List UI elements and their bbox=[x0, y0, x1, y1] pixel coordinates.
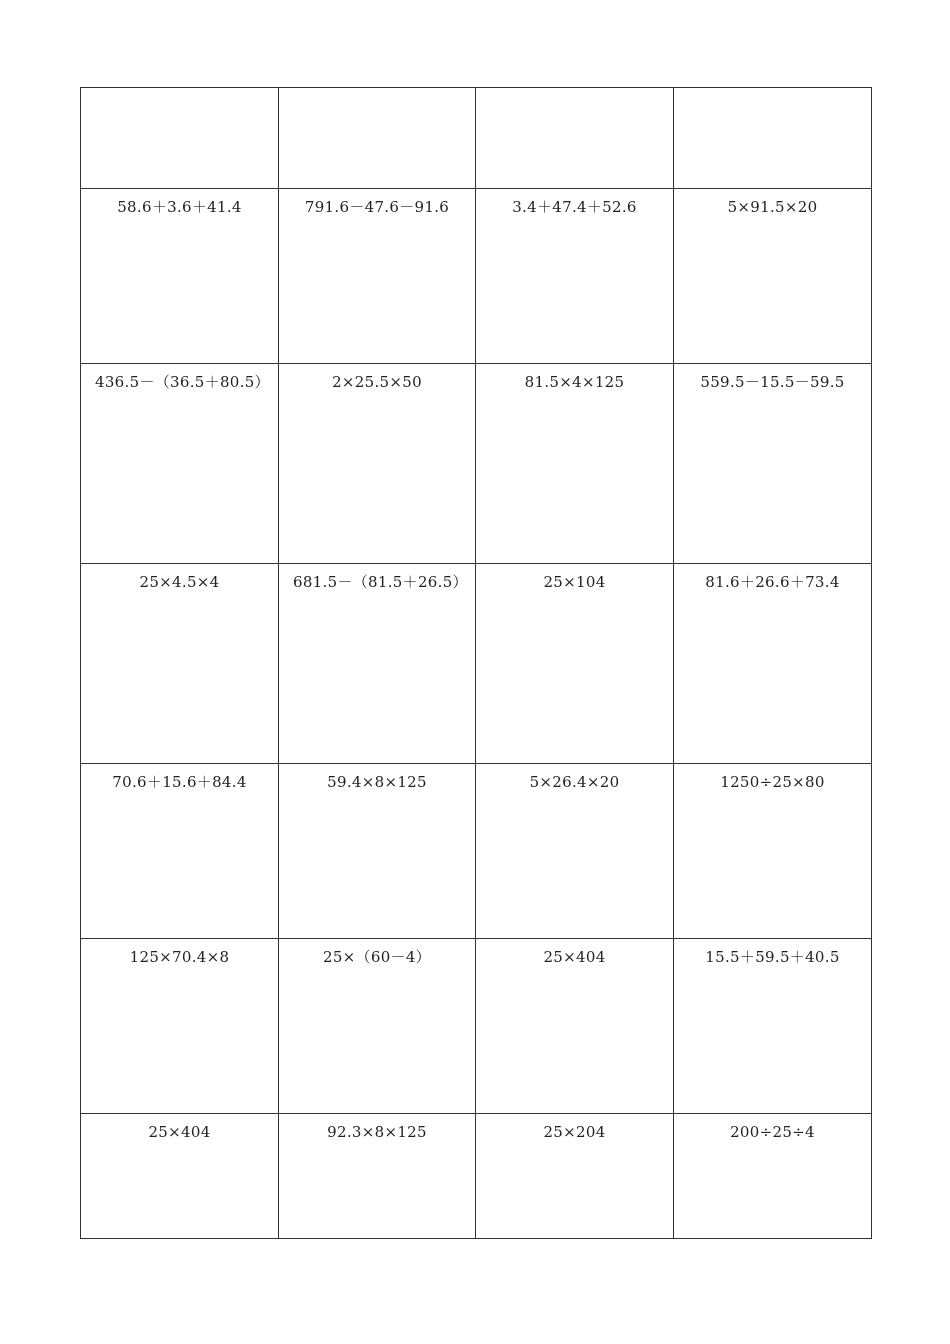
problem-cell: 681.5－（81.5＋26.5） bbox=[279, 564, 476, 764]
problem-cell: 81.5×4×125 bbox=[476, 364, 674, 564]
problem-cell: 58.6＋3.6＋41.4 bbox=[81, 189, 279, 364]
table-row bbox=[81, 939, 872, 1114]
problem-cell bbox=[279, 88, 476, 189]
table-row bbox=[81, 1114, 872, 1239]
problem-cell: 25×（60－4） bbox=[279, 939, 476, 1114]
table-row bbox=[81, 764, 872, 939]
table-row bbox=[81, 564, 872, 764]
problem-cell: 125×70.4×8 bbox=[81, 939, 279, 1114]
problem-cell: 5×91.5×20 bbox=[674, 189, 872, 364]
problem-cell: 92.3×8×125 bbox=[279, 1114, 476, 1239]
problem-cell: 25×204 bbox=[476, 1114, 674, 1239]
table-row bbox=[81, 189, 872, 364]
problem-cell: 81.6＋26.6＋73.4 bbox=[674, 564, 872, 764]
problem-cell: 2×25.5×50 bbox=[279, 364, 476, 564]
table-row bbox=[81, 88, 872, 189]
table-row bbox=[81, 364, 872, 564]
problem-cell bbox=[476, 88, 674, 189]
calculation-worksheet-table bbox=[80, 87, 872, 1239]
problem-cell: 25×4.5×4 bbox=[81, 564, 279, 764]
problem-cell: 59.4×8×125 bbox=[279, 764, 476, 939]
problem-cell: 791.6－47.6－91.6 bbox=[279, 189, 476, 364]
problem-cell: 25×404 bbox=[81, 1114, 279, 1239]
problem-cell: 559.5－15.5－59.5 bbox=[674, 364, 872, 564]
problem-cell: 15.5＋59.5＋40.5 bbox=[674, 939, 872, 1114]
problem-cell bbox=[674, 88, 872, 189]
problem-cell: 436.5－（36.5＋80.5） bbox=[81, 364, 279, 564]
problem-cell: 200÷25÷4 bbox=[674, 1114, 872, 1239]
problem-cell: 5×26.4×20 bbox=[476, 764, 674, 939]
problem-cell: 25×404 bbox=[476, 939, 674, 1114]
problem-cell: 1250÷25×80 bbox=[674, 764, 872, 939]
problem-cell: 25×104 bbox=[476, 564, 674, 764]
problem-cell: 3.4＋47.4＋52.6 bbox=[476, 189, 674, 364]
problem-cell bbox=[81, 88, 279, 189]
problem-cell: 70.6＋15.6＋84.4 bbox=[81, 764, 279, 939]
